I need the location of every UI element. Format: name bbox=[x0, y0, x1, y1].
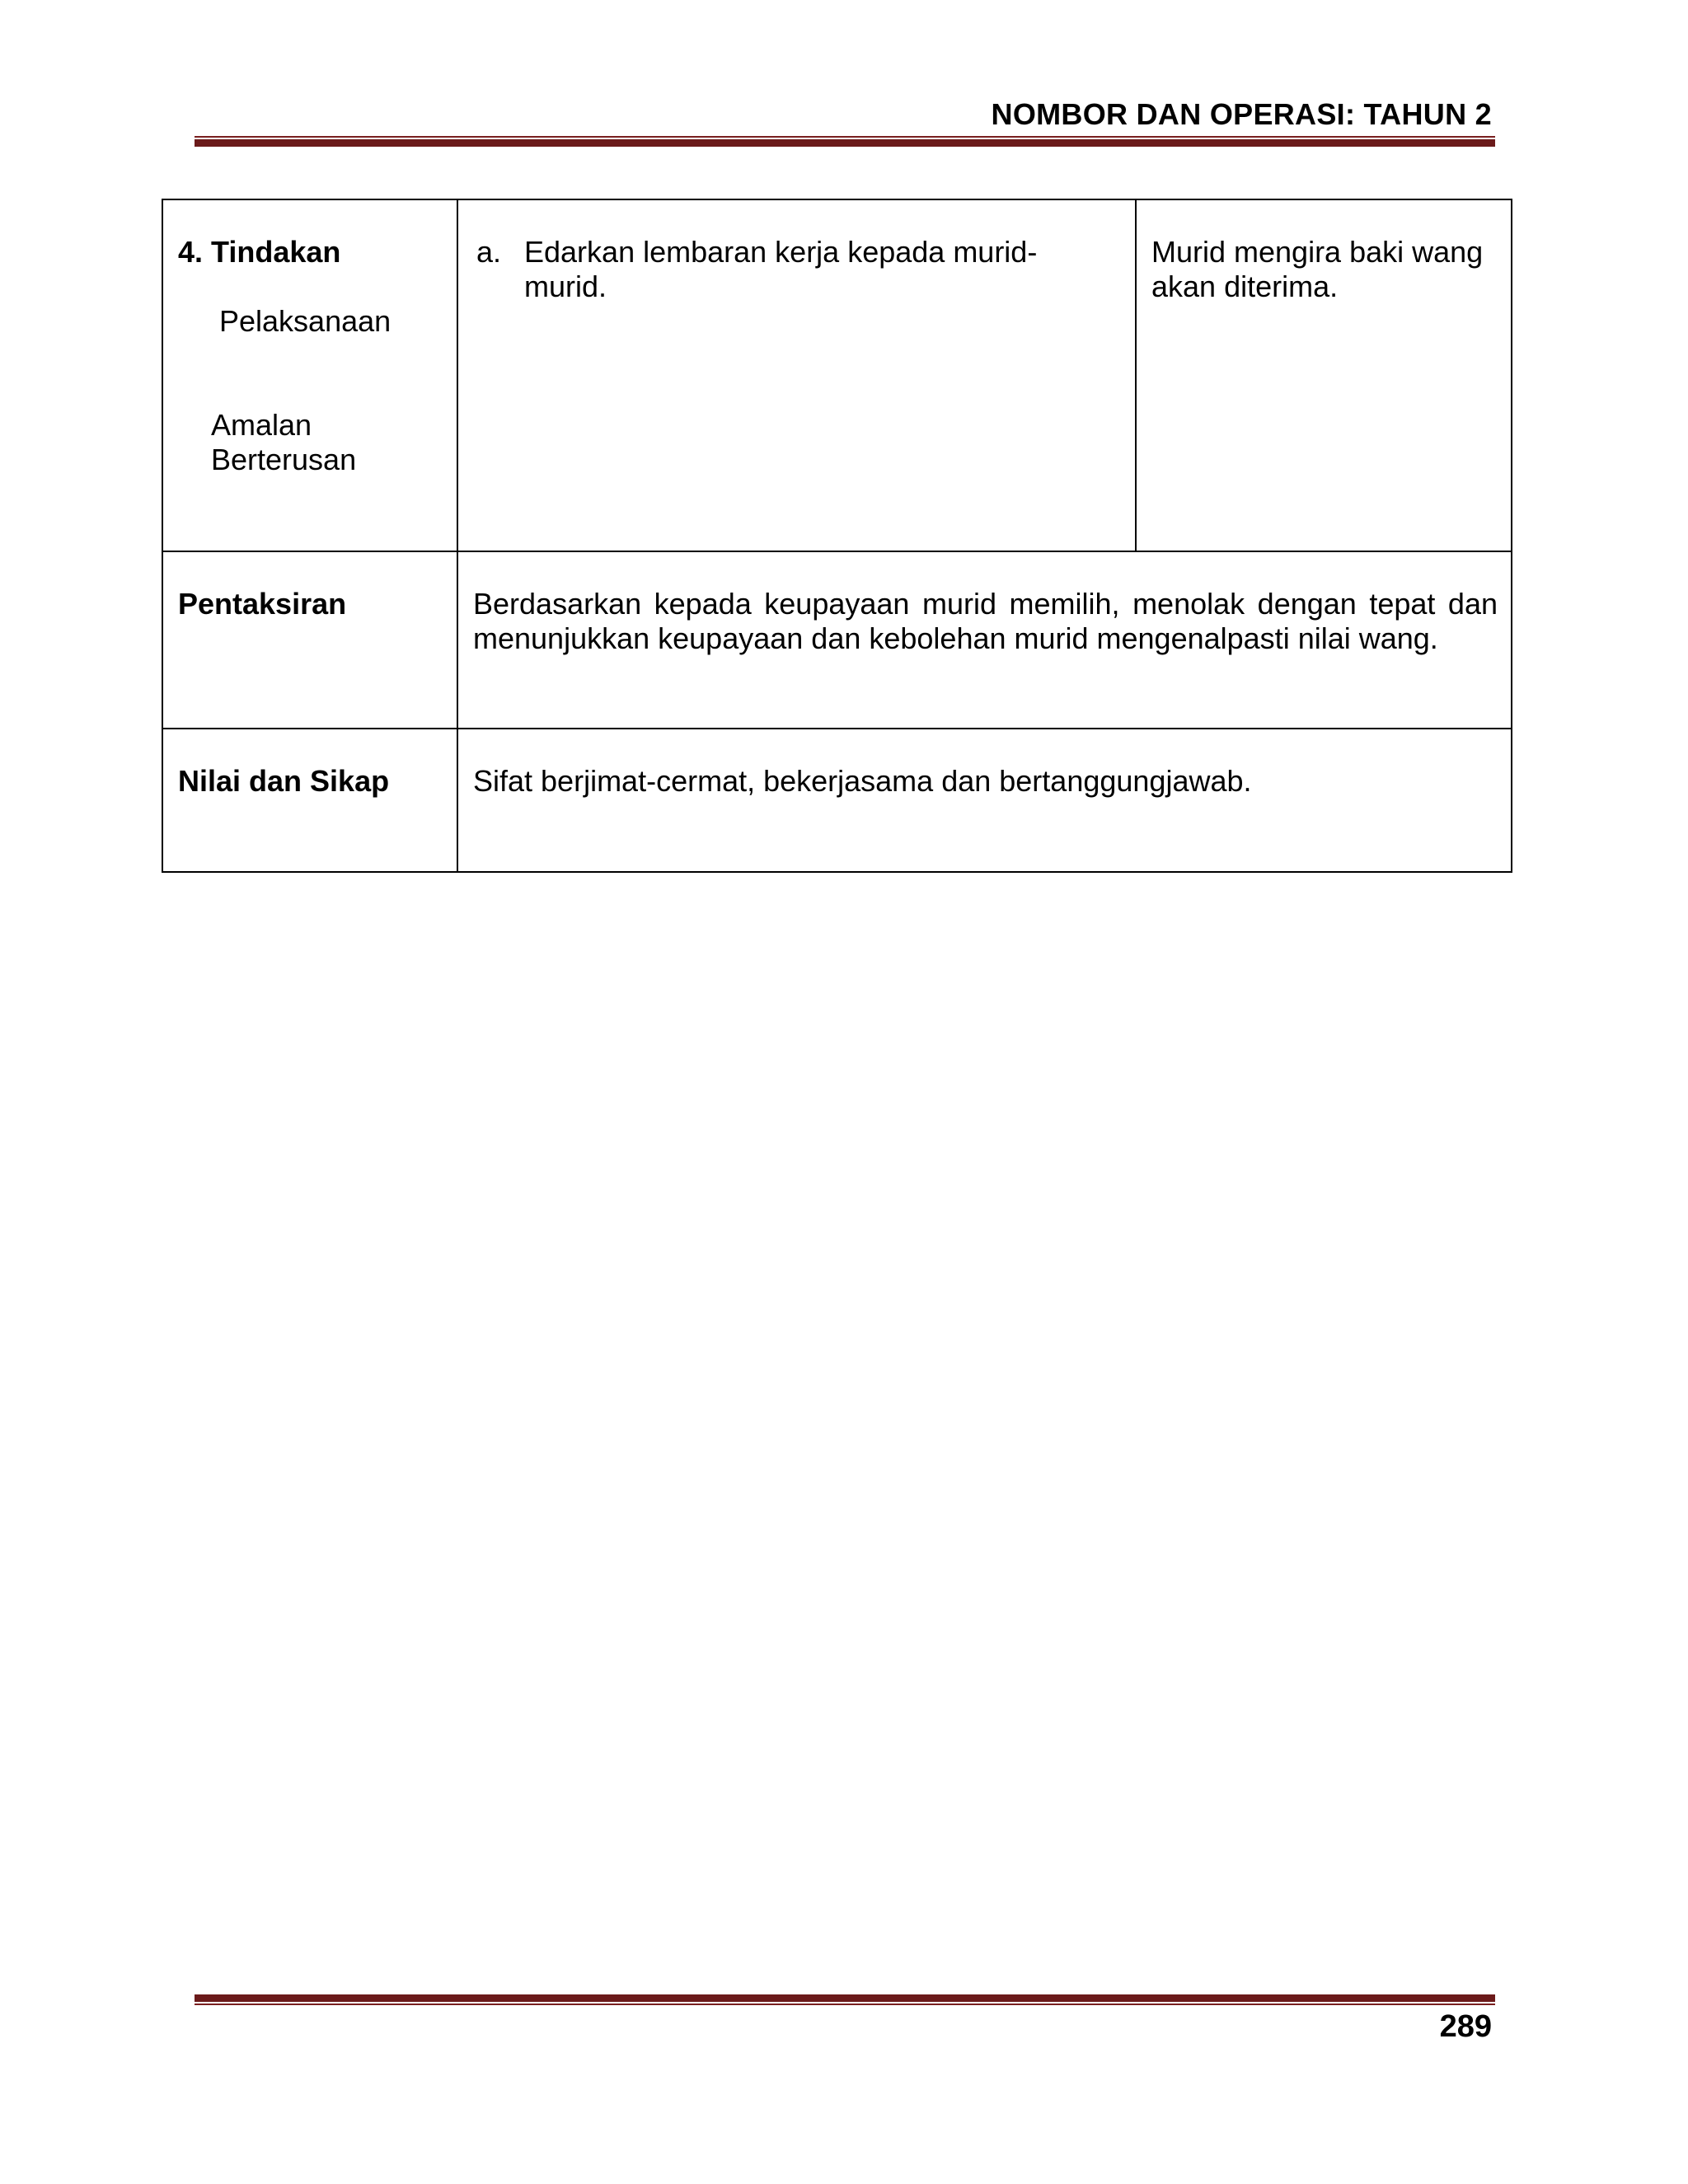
list-item bbox=[473, 235, 1120, 304]
header-rule bbox=[195, 136, 1495, 147]
pentaksiran-label-cell bbox=[162, 551, 457, 729]
footer-rule bbox=[195, 1994, 1495, 2005]
step-note-text: Murid mengira baki wang akan diterima. bbox=[1151, 235, 1484, 303]
pentaksiran-label: Pentaksiran bbox=[178, 587, 347, 621]
nilai-content-cell bbox=[457, 729, 1512, 872]
list-item-text: Edarkan lembaran kerja kepada murid-murid. bbox=[524, 235, 1038, 303]
step-sub-pelaksanaan: Pelaksanaan bbox=[219, 304, 392, 338]
table-row-pentaksiran bbox=[162, 551, 1512, 729]
pentaksiran-content: Berdasarkan kepada keupayaan murid memilih, menolak dengan tepat dan menunjukkan keupayaan dan kebolehan murid mengenalpasti nilai wang. bbox=[473, 587, 1498, 655]
nilai-dan-sikap-label: Nilai dan Sikap bbox=[178, 764, 390, 798]
nilai-label-cell bbox=[162, 729, 457, 872]
nilai-dan-sikap-content: Sifat berjimat-cermat, bekerjasama dan bertanggungjawab. bbox=[473, 764, 1252, 798]
page-header-title: NOMBOR DAN OPERASI: TAHUN 2 bbox=[991, 97, 1492, 131]
step-label-cell bbox=[162, 199, 457, 551]
step-sub-amalan-berterusan: Amalan Berterusan bbox=[211, 408, 357, 476]
step-title: 4. Tindakan bbox=[178, 235, 341, 269]
lesson-plan-table bbox=[162, 199, 1512, 873]
list-marker: a. bbox=[476, 235, 502, 269]
table-row-nilai-dan-sikap bbox=[162, 729, 1512, 872]
table-row-tindakan bbox=[162, 199, 1512, 551]
page-number: 289 bbox=[1439, 2009, 1492, 2044]
step-activity-cell bbox=[457, 199, 1136, 551]
pentaksiran-content-cell bbox=[457, 551, 1512, 729]
step-note-cell bbox=[1136, 199, 1512, 551]
